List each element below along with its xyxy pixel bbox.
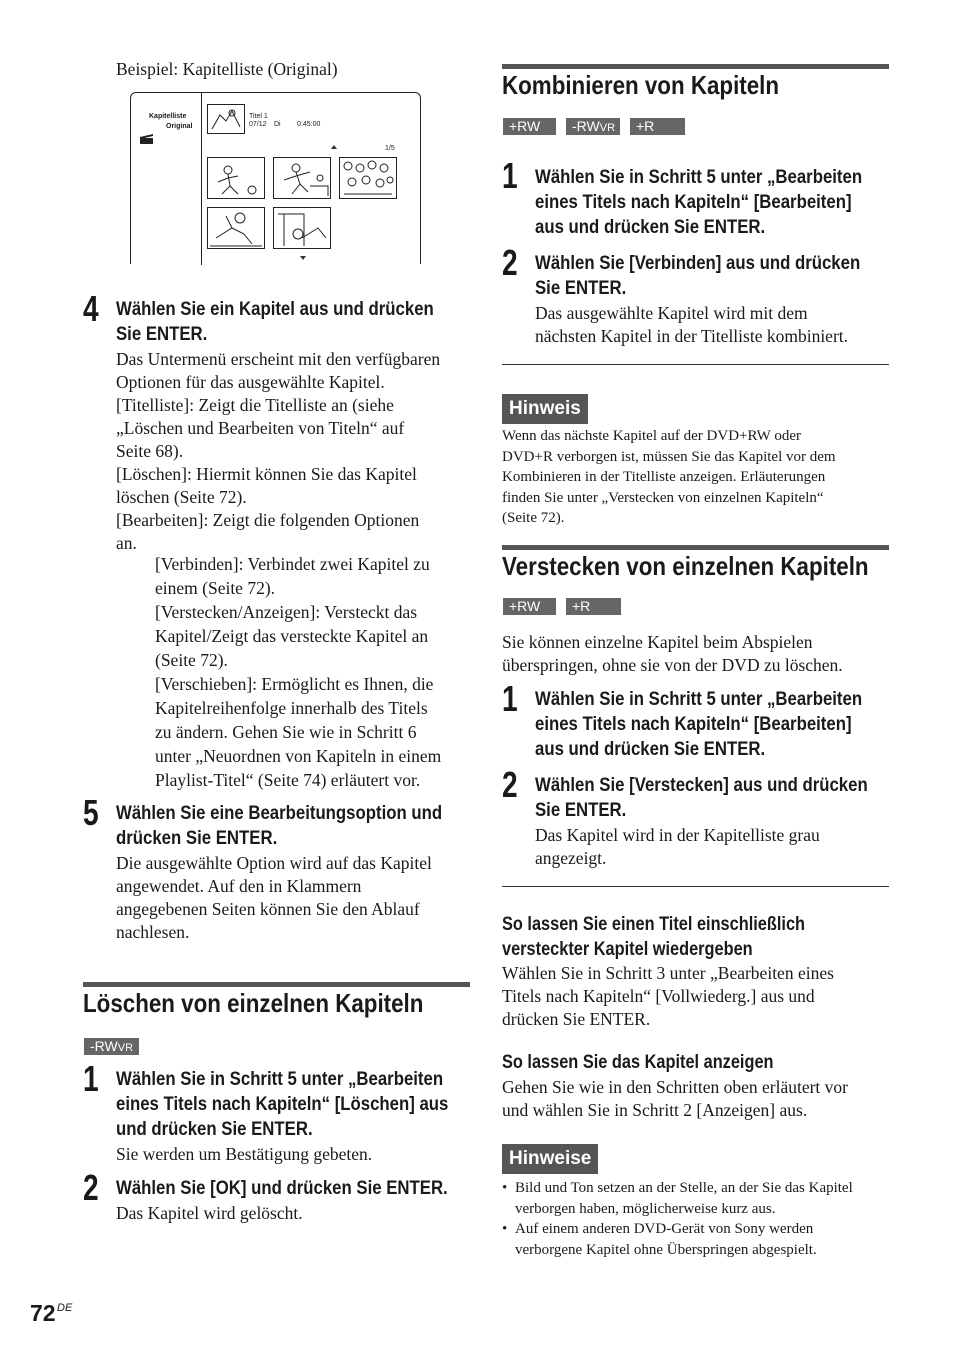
hide-step1-title: Wählen Sie in Schritt 5 unter „Bearbeiten eines Titels nach Kapiteln“ [Bearbeiten] aus und drücken Sie ENTER.: [535, 688, 863, 760]
step-number: 4: [83, 288, 99, 329]
step4-suboptions: [Verbinden]: Verbindet zwei Kapitel zu einem (Seite 72). [Verstecken/Anzeigen]: Versteckt das Kapitel/Zeigt das versteckte Kapitel an (Seite 72). [Verschieben]: Ermöglicht es Ihnen, die Kapitelreihenfolge innerhalb des Titels zu ändern. Gehen Sie wie in Schritt 6 unter „Neuordnen von Kapiteln in einem Playlist-Titel“ (Seite 74) erläutert vor.: [155, 554, 442, 790]
note-label: Hinweis: [502, 394, 588, 424]
chapter-thumbnail: [207, 157, 265, 199]
title-date: 07/12: [249, 121, 267, 128]
example-caption: Beispiel: Kapitelliste (Original): [116, 59, 338, 79]
step-number: 2: [502, 242, 518, 283]
disc-badge-rwvr: -RWVR: [84, 1038, 139, 1055]
disc-badge-plusrw: +RW: [503, 598, 556, 615]
scroll-up-icon: [331, 145, 337, 149]
play-hidden-heading: So lassen Sie einen Titel einschließlich versteckter Kapitel wiedergeben: [502, 914, 806, 960]
delete-step1-body: Sie werden um Bestätigung gebeten.: [116, 1144, 373, 1164]
disc-badge-plusrw: +RW: [503, 118, 556, 135]
combine-step2-title: Wählen Sie [Verbinden] aus und drücken Sie ENTER.: [535, 252, 861, 299]
title-thumbnail: [207, 104, 245, 134]
step-number: 5: [83, 792, 99, 833]
combine-step2-body: Das ausgewählte Kapitel wird mit dem nächsten Kapitel in der Titelliste kombiniert.: [535, 303, 849, 346]
step5-title: Wählen Sie eine Bearbeitungsoption und drücken Sie ENTER.: [116, 802, 443, 849]
chapter-thumbnail: [339, 157, 397, 199]
divider: [502, 886, 889, 887]
step4-title: Wählen Sie ein Kapitel aus und drücken Sie ENTER.: [116, 298, 434, 345]
section-rule: [502, 545, 889, 550]
page-counter: 1/5: [385, 145, 395, 152]
notes-label: Hinweise: [502, 1144, 598, 1174]
illustration-label-2: Original: [166, 123, 193, 130]
page-number: 72: [30, 1300, 56, 1326]
list-item: • Auf einem anderen DVD-Gerät von Sony werden verborgene Kapitel ohne Überspringen abgespielt.: [502, 1219, 853, 1260]
disc-badge-rwvr: -RWVR: [566, 118, 620, 135]
show-chapter-heading: So lassen Sie das Kapitel anzeigen: [502, 1052, 774, 1073]
delete-step2-title: Wählen Sie [OK] und drücken Sie ENTER.: [116, 1177, 448, 1199]
delete-step1-title: Wählen Sie in Schritt 5 unter „Bearbeiten eines Titels nach Kapiteln“ [Löschen] aus und drücken Sie ENTER.: [116, 1068, 449, 1140]
combine-step1-title: Wählen Sie in Schritt 5 unter „Bearbeiten eines Titels nach Kapiteln“ [Bearbeiten] aus und drücken Sie ENTER.: [535, 166, 863, 238]
notes-list: [502, 1178, 853, 1260]
page-lang: DE: [57, 1302, 73, 1314]
disc-badge-plusr: +R: [630, 118, 685, 135]
show-chapter-body: Gehen Sie wie in den Schritten oben erläutert vor und wählen Sie in Schritt 2 [Anzeigen] aus.: [502, 1077, 849, 1120]
chapter-list-illustration: [130, 92, 421, 264]
hide-intro: Sie können einzelne Kapitel beim Abspielen überspringen, ohne sie von der DVD zu löschen.: [502, 632, 843, 675]
hide-step2-title: Wählen Sie [Verstecken] aus und drücken Sie ENTER.: [535, 774, 868, 821]
chapter-thumbnail: [273, 157, 331, 199]
step-number: 1: [502, 155, 518, 196]
clapper-icon: [139, 133, 155, 145]
section-rule: [83, 982, 470, 987]
title-time: 0:45:00: [297, 121, 321, 128]
section-heading-hide: Verstecken von einzelnen Kapiteln: [502, 551, 869, 581]
step-number: 2: [502, 764, 518, 805]
divider: [502, 364, 889, 365]
section-heading-delete: Löschen von einzelnen Kapiteln: [83, 988, 424, 1018]
list-item: • Bild und Ton setzen an der Stelle, an der Sie das Kapitel verborgen haben, möglicherweise kurz aus.: [502, 1178, 853, 1219]
step-number: 1: [83, 1058, 99, 1099]
scroll-down-icon: [300, 256, 306, 260]
step4-body: Das Untermenü erscheint mit den verfügbaren Optionen für das ausgewählte Kapitel. [Titelliste]: Zeigt die Titelliste an (siehe „Löschen und Bearbeiten von Titeln“ auf Seite 68). [Löschen]: Hiermit können Sie das Kapitel löschen (Seite 72). [Bearbeiten]: Zeigt die folgenden Optionen an.: [116, 349, 441, 553]
play-hidden-body: Wählen Sie in Schritt 3 unter „Bearbeiten eines Titels nach Kapiteln“ [Vollwiederg.] aus und drücken Sie ENTER.: [502, 963, 834, 1029]
note-text: Wenn das nächste Kapitel auf der DVD+RW oder DVD+R verborgen ist, müssen Sie das Kapitel vor dem Kombinieren in der Titelliste anzeigen. Erläuterungen finden Sie unter „Verstecken von einzelnen Kapiteln“ (Seite 72).: [502, 428, 836, 526]
step-number: 2: [83, 1167, 99, 1208]
step5-body: Die ausgewählte Option wird auf das Kapitel angewendet. Auf den in Klammern angegebenen Seiten können Sie den Ablauf nachlesen.: [116, 853, 432, 942]
chapter-thumbnail: [273, 207, 331, 249]
step-number: 1: [502, 678, 518, 719]
delete-step2-body: Das Kapitel wird gelöscht.: [116, 1203, 303, 1223]
disc-badge-plusr: +R: [566, 598, 621, 615]
chapter-thumbnail: [207, 207, 265, 249]
section-rule: [502, 64, 889, 69]
hide-step2-body: Das Kapitel wird in der Kapitelliste grau angezeigt.: [535, 825, 820, 868]
title-name: Titel 1: [249, 113, 268, 120]
title-day: Di: [274, 121, 281, 128]
section-heading-combine: Kombinieren von Kapiteln: [502, 70, 780, 100]
illustration-label-1: Kapitelliste: [149, 113, 187, 120]
